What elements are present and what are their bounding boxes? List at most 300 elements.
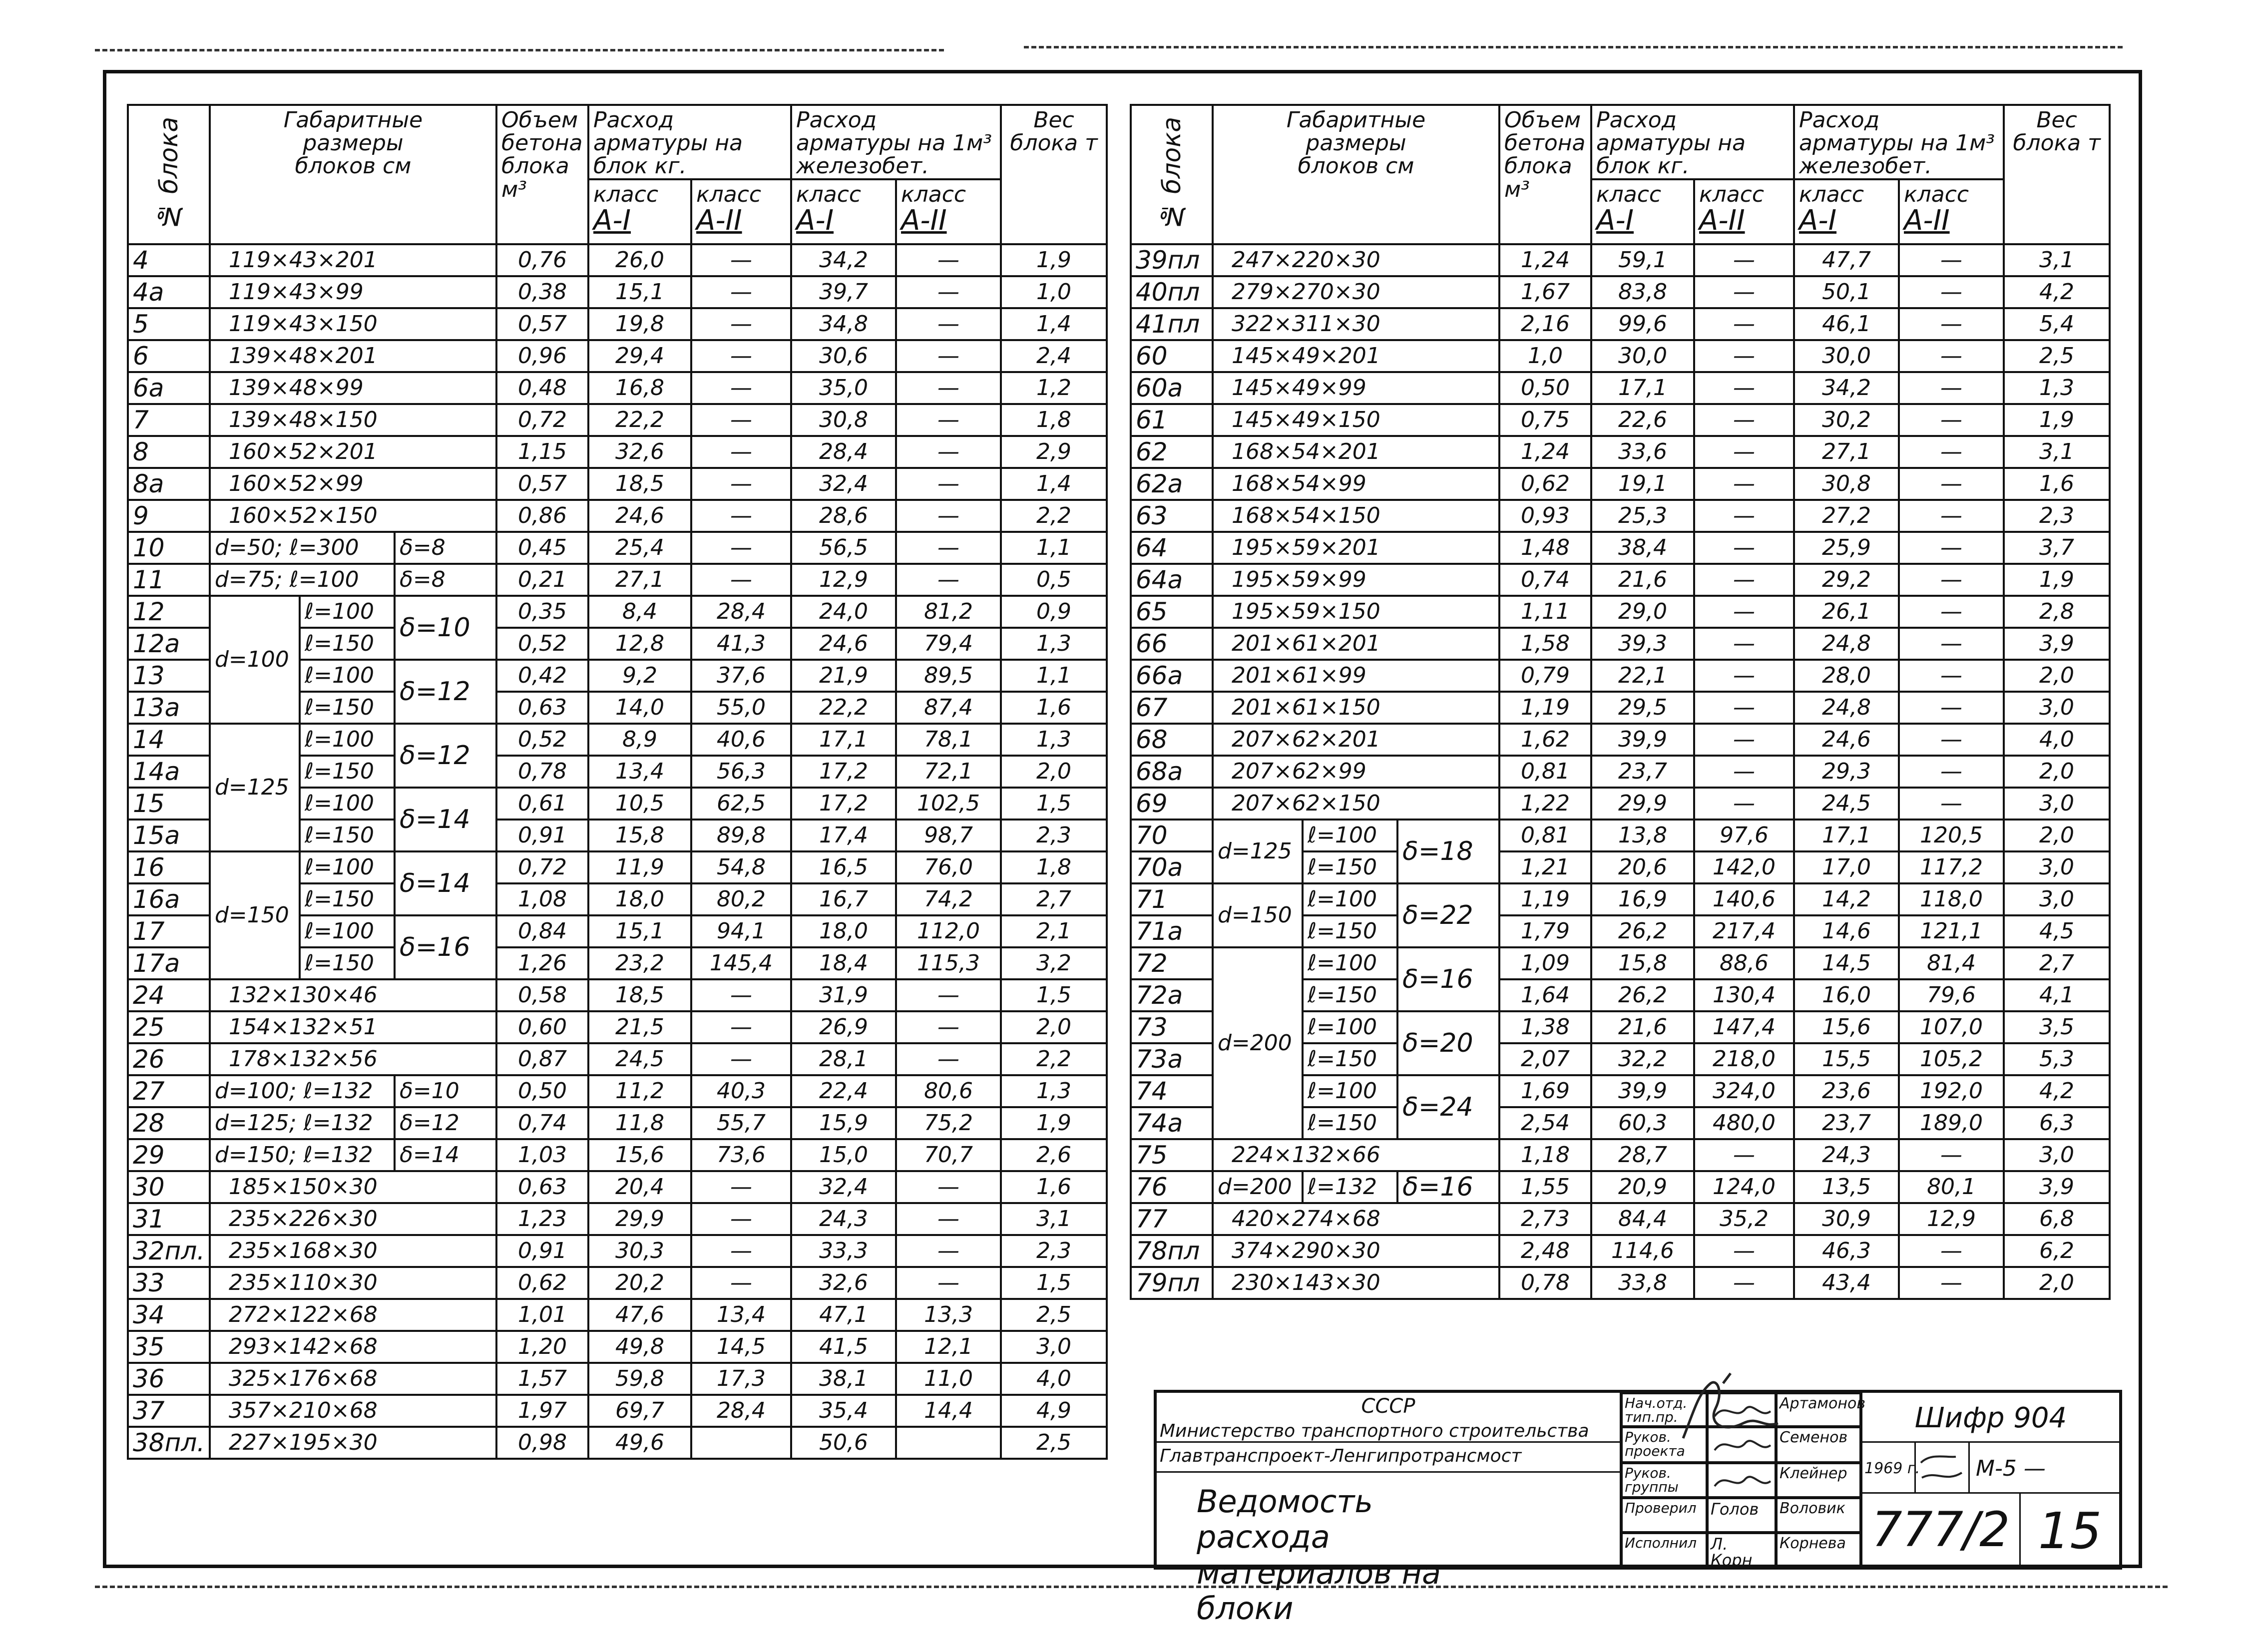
value-cell: 59,1: [1591, 244, 1694, 276]
value-cell: 94,1: [691, 915, 791, 947]
bottom-dashed-line: [95, 1586, 2168, 1588]
table-row: [1131, 820, 2110, 851]
value-cell: 24,5: [1794, 788, 1899, 820]
value-cell: —: [896, 979, 1001, 1011]
value-cell: 4,1: [2004, 979, 2110, 1011]
value-cell: 24,6: [588, 500, 691, 532]
value-cell: 1,18: [1499, 1139, 1591, 1171]
wall-thickness: δ=8: [395, 564, 496, 596]
value-cell: 34,2: [791, 244, 896, 276]
block-number: 10: [128, 532, 210, 564]
value-cell: 27,2: [1794, 500, 1899, 532]
block-dimensions: 119×43×99: [210, 276, 496, 308]
value-cell: 1,64: [1499, 979, 1591, 1011]
value-cell: 88,6: [1694, 947, 1794, 979]
table-row: [1131, 244, 2110, 276]
block-length: ℓ=100: [300, 851, 395, 883]
value-cell: —: [896, 372, 1001, 404]
value-cell: —: [1694, 500, 1794, 532]
value-cell: 56,3: [691, 756, 791, 788]
value-cell: —: [1899, 724, 2004, 756]
value-cell: 28,4: [691, 1395, 791, 1427]
value-cell: —: [691, 1171, 791, 1203]
value-cell: 1,67: [1499, 276, 1591, 308]
table-row: [128, 308, 1107, 340]
value-cell: 1,24: [1499, 244, 1591, 276]
value-cell: —: [691, 244, 791, 276]
value-cell: 30,8: [1794, 468, 1899, 500]
value-cell: 1,5: [1001, 1267, 1107, 1299]
block-number: 14а: [128, 756, 210, 788]
value-cell: —: [1694, 244, 1794, 276]
table-row: [1131, 1171, 2110, 1203]
block-number: 8: [128, 436, 210, 468]
value-cell: 28,6: [791, 500, 896, 532]
value-cell: 24,8: [1794, 628, 1899, 660]
wall-thickness: δ=10: [395, 596, 496, 660]
value-cell: 30,0: [1591, 340, 1694, 372]
table-row: [128, 851, 1107, 883]
table-row: [128, 979, 1107, 1011]
block-number: 25: [128, 1011, 210, 1043]
value-cell: 28,4: [691, 596, 791, 628]
value-cell: 3,2: [1001, 947, 1107, 979]
value-cell: 107,0: [1899, 1011, 2004, 1043]
block-number: 5: [128, 308, 210, 340]
value-cell: —: [1899, 1267, 2004, 1299]
block-number: 13а: [128, 692, 210, 724]
table-row: [1131, 532, 2110, 564]
value-cell: 24,6: [791, 628, 896, 660]
value-cell: 41,5: [791, 1331, 896, 1363]
table-row: [1131, 756, 2110, 788]
value-cell: 12,1: [896, 1331, 1001, 1363]
table-row: [1131, 1139, 2110, 1171]
value-cell: 145,4: [691, 947, 791, 979]
value-cell: 2,4: [1001, 340, 1107, 372]
block-number: 12: [128, 596, 210, 628]
value-cell: 1,1: [1001, 532, 1107, 564]
stamp-m-cell: [1970, 1443, 2119, 1494]
col-header-rashod-block: Расход арматуры на блок кг.: [1591, 105, 1794, 179]
value-cell: 23,2: [588, 947, 691, 979]
value-cell: 1,48: [1499, 532, 1591, 564]
wall-thickness: δ=8: [395, 532, 496, 564]
table-row: [128, 1075, 1107, 1107]
value-cell: 50,6: [791, 1427, 896, 1459]
stamp-year: 1969 г.: [1864, 1460, 1920, 1477]
block-number: 71а: [1131, 915, 1213, 947]
table-row: [128, 1011, 1107, 1043]
value-cell: 23,7: [1591, 756, 1694, 788]
value-cell: 26,9: [791, 1011, 896, 1043]
value-cell: 27,1: [588, 564, 691, 596]
block-number: 65: [1131, 596, 1213, 628]
col-header-gabarit: Габаритные размеры блоков см: [210, 105, 496, 244]
value-cell: 30,6: [791, 340, 896, 372]
value-cell: 6,3: [2004, 1107, 2110, 1139]
value-cell: 28,1: [791, 1043, 896, 1075]
value-cell: 1,6: [1001, 692, 1107, 724]
value-cell: —: [1899, 276, 2004, 308]
table-row: [128, 1043, 1107, 1075]
value-cell: 54,8: [691, 851, 791, 883]
value-cell: 0,79: [1499, 660, 1591, 692]
diameter-group: d=125: [1213, 820, 1303, 883]
value-cell: 3,9: [2004, 1171, 2110, 1203]
block-length: ℓ=100: [1303, 947, 1397, 979]
value-cell: 24,3: [791, 1203, 896, 1235]
value-cell: 12,8: [588, 628, 691, 660]
block-number: 33: [128, 1267, 210, 1299]
value-cell: 0,93: [1499, 500, 1591, 532]
table-row: [1131, 468, 2110, 500]
value-cell: 11,8: [588, 1107, 691, 1139]
block-number: 4а: [128, 276, 210, 308]
value-cell: —: [896, 1011, 1001, 1043]
value-cell: —: [1899, 628, 2004, 660]
block-dimensions: 201×61×99: [1213, 660, 1499, 692]
value-cell: 121,1: [1899, 915, 2004, 947]
value-cell: 11,0: [896, 1363, 1001, 1395]
value-cell: 4,0: [2004, 724, 2110, 756]
value-cell: 29,0: [1591, 596, 1694, 628]
value-cell: 1,19: [1499, 883, 1591, 915]
value-cell: 23,6: [1794, 1075, 1899, 1107]
value-cell: 13,4: [588, 756, 691, 788]
value-cell: 0,58: [496, 979, 588, 1011]
value-cell: 15,8: [588, 820, 691, 851]
col-header-volume: Объем бетона блока м³: [1499, 105, 1591, 244]
value-cell: 60,3: [1591, 1107, 1694, 1139]
block-length: ℓ=100: [1303, 820, 1397, 851]
value-cell: —: [896, 436, 1001, 468]
block-dimensions: 224×132×66: [1213, 1139, 1499, 1171]
value-cell: 29,9: [588, 1203, 691, 1235]
value-cell: 3,1: [1001, 1203, 1107, 1235]
value-cell: 1,38: [1499, 1011, 1591, 1043]
value-cell: 1,9: [2004, 404, 2110, 436]
value-cell: 70,7: [896, 1139, 1001, 1171]
value-cell: 14,4: [896, 1395, 1001, 1427]
value-cell: —: [1899, 244, 2004, 276]
block-dimensions: 230×143×30: [1213, 1267, 1499, 1299]
table-row: [1131, 1235, 2110, 1267]
table-row: [1131, 276, 2110, 308]
value-cell: 1,23: [496, 1203, 588, 1235]
value-cell: 147,4: [1694, 1011, 1794, 1043]
value-cell: 21,5: [588, 1011, 691, 1043]
value-cell: 56,5: [791, 532, 896, 564]
block-number: 64а: [1131, 564, 1213, 596]
value-cell: 22,2: [588, 404, 691, 436]
block-dimensions: 168×54×99: [1213, 468, 1499, 500]
block-number: 62а: [1131, 468, 1213, 500]
value-cell: 0,91: [496, 820, 588, 851]
value-cell: 2,0: [1001, 1011, 1107, 1043]
value-cell: 72,1: [896, 756, 1001, 788]
value-cell: —: [1694, 596, 1794, 628]
value-cell: 1,8: [1001, 404, 1107, 436]
value-cell: 20,4: [588, 1171, 691, 1203]
block-length: ℓ=150: [300, 947, 395, 979]
value-cell: [691, 1427, 791, 1459]
stamp-signature: Голов: [1707, 1498, 1776, 1533]
value-cell: 55,7: [691, 1107, 791, 1139]
value-cell: 2,7: [2004, 947, 2110, 979]
value-cell: 2,8: [2004, 596, 2110, 628]
block-number: 76: [1131, 1171, 1213, 1203]
block-number: 68а: [1131, 756, 1213, 788]
value-cell: 0,50: [496, 1075, 588, 1107]
block-length: ℓ=100: [300, 915, 395, 947]
value-cell: 0,84: [496, 915, 588, 947]
block-number: 17а: [128, 947, 210, 979]
block-number: 26: [128, 1043, 210, 1075]
value-cell: —: [896, 468, 1001, 500]
value-cell: 0,87: [496, 1043, 588, 1075]
value-cell: 2,1: [1001, 915, 1107, 947]
value-cell: —: [1694, 308, 1794, 340]
value-cell: 20,6: [1591, 851, 1694, 883]
value-cell: 17,2: [791, 756, 896, 788]
block-dimensions: d=125; ℓ=132: [210, 1107, 395, 1139]
value-cell: 2,7: [1001, 883, 1107, 915]
block-dimensions: 207×62×201: [1213, 724, 1499, 756]
value-cell: 23,7: [1794, 1107, 1899, 1139]
value-cell: 32,2: [1591, 1043, 1694, 1075]
value-cell: 20,9: [1591, 1171, 1694, 1203]
block-number: 16а: [128, 883, 210, 915]
block-dimensions: 227×195×30: [210, 1427, 496, 1459]
value-cell: 22,4: [791, 1075, 896, 1107]
value-cell: 1,9: [2004, 564, 2110, 596]
table-row: [128, 372, 1107, 404]
value-cell: 1,58: [1499, 628, 1591, 660]
value-cell: —: [896, 1235, 1001, 1267]
value-cell: 29,2: [1794, 564, 1899, 596]
col-header-ves: Вес блока т: [1001, 105, 1107, 244]
value-cell: 30,8: [791, 404, 896, 436]
value-cell: 80,1: [1899, 1171, 2004, 1203]
block-number: 62: [1131, 436, 1213, 468]
value-cell: 115,3: [896, 947, 1001, 979]
table-row: [128, 1395, 1107, 1427]
value-cell: 1,5: [1001, 788, 1107, 820]
value-cell: 0,52: [496, 628, 588, 660]
value-cell: 39,9: [1591, 724, 1694, 756]
stamp-org-institute: Главтранспроект-Ленгипротрансмост: [1160, 1446, 1522, 1466]
block-length: ℓ=132: [1303, 1171, 1397, 1203]
value-cell: 2,3: [1001, 1235, 1107, 1267]
block-dimensions: 119×43×150: [210, 308, 496, 340]
block-number: 77: [1131, 1203, 1213, 1235]
table-row: [128, 1171, 1107, 1203]
value-cell: 1,3: [1001, 1075, 1107, 1107]
block-length: ℓ=100: [1303, 1011, 1397, 1043]
value-cell: 27,1: [1794, 436, 1899, 468]
block-length: ℓ=150: [300, 820, 395, 851]
value-cell: 217,4: [1694, 915, 1794, 947]
value-cell: 33,3: [791, 1235, 896, 1267]
block-dimensions: 235×168×30: [210, 1235, 496, 1267]
value-cell: 0,81: [1499, 820, 1591, 851]
value-cell: 2,16: [1499, 308, 1591, 340]
value-cell: 47,7: [1794, 244, 1899, 276]
value-cell: 4,2: [2004, 276, 2110, 308]
value-cell: 87,4: [896, 692, 1001, 724]
value-cell: 49,6: [588, 1427, 691, 1459]
value-cell: 13,3: [896, 1299, 1001, 1331]
value-cell: 16,8: [588, 372, 691, 404]
value-cell: 2,54: [1499, 1107, 1591, 1139]
block-dimensions: 168×54×150: [1213, 500, 1499, 532]
block-dimensions: 235×110×30: [210, 1267, 496, 1299]
stamp-role: Нач.отд. тип.пр.: [1621, 1393, 1707, 1427]
block-number: 32пл.: [128, 1235, 210, 1267]
value-cell: 25,4: [588, 532, 691, 564]
wall-thickness: δ=16: [395, 915, 496, 979]
stamp-role: Руков. группы: [1621, 1463, 1707, 1498]
value-cell: 0,48: [496, 372, 588, 404]
value-cell: 2,2: [1001, 1043, 1107, 1075]
stamp-m-code: М-5 —: [1976, 1456, 2046, 1481]
value-cell: 218,0: [1694, 1043, 1794, 1075]
value-cell: 0,5: [1001, 564, 1107, 596]
value-cell: —: [1899, 500, 2004, 532]
value-cell: 480,0: [1694, 1107, 1794, 1139]
value-cell: —: [1694, 1267, 1794, 1299]
value-cell: —: [896, 1171, 1001, 1203]
value-cell: 2,0: [2004, 820, 2110, 851]
value-cell: —: [1899, 1139, 2004, 1171]
value-cell: 30,9: [1794, 1203, 1899, 1235]
value-cell: —: [691, 500, 791, 532]
value-cell: 1,22: [1499, 788, 1591, 820]
block-length: ℓ=100: [1303, 1075, 1397, 1107]
value-cell: 29,3: [1794, 756, 1899, 788]
value-cell: —: [1694, 532, 1794, 564]
value-cell: 2,0: [2004, 660, 2110, 692]
value-cell: —: [896, 244, 1001, 276]
value-cell: 2,3: [1001, 820, 1107, 851]
value-cell: 1,4: [1001, 308, 1107, 340]
value-cell: 1,6: [2004, 468, 2110, 500]
stamp-shifr-cell: [1861, 1393, 2119, 1443]
value-cell: 81,2: [896, 596, 1001, 628]
value-cell: —: [1694, 276, 1794, 308]
value-cell: 1,21: [1499, 851, 1591, 883]
value-cell: 189,0: [1899, 1107, 2004, 1139]
block-dimensions: 374×290×30: [1213, 1235, 1499, 1267]
value-cell: 117,2: [1899, 851, 2004, 883]
value-cell: 12,9: [791, 564, 896, 596]
value-cell: 15,1: [588, 915, 691, 947]
block-dimensions: 145×49×150: [1213, 404, 1499, 436]
value-cell: 81,4: [1899, 947, 2004, 979]
value-cell: 0,62: [1499, 468, 1591, 500]
value-cell: 30,2: [1794, 404, 1899, 436]
block-length: ℓ=150: [300, 883, 395, 915]
value-cell: 3,0: [1001, 1331, 1107, 1363]
block-dimensions: 178×132×56: [210, 1043, 496, 1075]
table-row: [1131, 308, 2110, 340]
value-cell: 1,19: [1499, 692, 1591, 724]
value-cell: 3,0: [2004, 1139, 2110, 1171]
value-cell: —: [691, 979, 791, 1011]
value-cell: 79,4: [896, 628, 1001, 660]
value-cell: 84,4: [1591, 1203, 1694, 1235]
value-cell: —: [1899, 564, 2004, 596]
value-cell: 3,7: [2004, 532, 2110, 564]
value-cell: 46,3: [1794, 1235, 1899, 1267]
stamp-sign-small: [1916, 1443, 1966, 1491]
block-number: 12а: [128, 628, 210, 660]
value-cell: 28,0: [1794, 660, 1899, 692]
value-cell: 74,2: [896, 883, 1001, 915]
value-cell: 17,0: [1794, 851, 1899, 883]
block-number: 15а: [128, 820, 210, 851]
wall-thickness: δ=18: [1397, 820, 1499, 883]
value-cell: 1,15: [496, 436, 588, 468]
value-cell: —: [1899, 692, 2004, 724]
value-cell: —: [1694, 692, 1794, 724]
table-row: [128, 500, 1107, 532]
value-cell: 16,7: [791, 883, 896, 915]
block-dimensions: 322×311×30: [1213, 308, 1499, 340]
block-dimensions: 207×62×99: [1213, 756, 1499, 788]
table-row: [128, 1203, 1107, 1235]
value-cell: 29,5: [1591, 692, 1694, 724]
value-cell: —: [1899, 372, 2004, 404]
table-row: [128, 1363, 1107, 1395]
block-dimensions: 247×220×30: [1213, 244, 1499, 276]
block-number: 71: [1131, 883, 1213, 915]
value-cell: 33,6: [1591, 436, 1694, 468]
value-cell: —: [1899, 308, 2004, 340]
value-cell: 1,03: [496, 1139, 588, 1171]
block-number: 6: [128, 340, 210, 372]
value-cell: 0,78: [1499, 1267, 1591, 1299]
block-dimensions: 279×270×30: [1213, 276, 1499, 308]
value-cell: 2,07: [1499, 1043, 1591, 1075]
block-dimensions: 132×130×46: [210, 979, 496, 1011]
value-cell: 99,6: [1591, 308, 1694, 340]
value-cell: 3,9: [2004, 628, 2110, 660]
stamp-signature: Л. Корн: [1707, 1533, 1776, 1567]
value-cell: 1,09: [1499, 947, 1591, 979]
block-length: ℓ=150: [300, 692, 395, 724]
table-row: [128, 1427, 1107, 1459]
value-cell: 76,0: [896, 851, 1001, 883]
value-cell: 18,0: [791, 915, 896, 947]
table-row: [1131, 372, 2110, 404]
col-header-klass-a1: класс А-I: [588, 179, 691, 244]
value-cell: 0,62: [496, 1267, 588, 1299]
value-cell: 1,0: [1499, 340, 1591, 372]
value-cell: —: [896, 404, 1001, 436]
block-number: 66: [1131, 628, 1213, 660]
value-cell: 2,0: [2004, 1267, 2110, 1299]
value-cell: 0,45: [496, 532, 588, 564]
value-cell: —: [691, 1011, 791, 1043]
col-header-ves: Вес блока т: [2004, 105, 2110, 244]
block-dimensions: 420×274×68: [1213, 1203, 1499, 1235]
value-cell: 50,1: [1794, 276, 1899, 308]
value-cell: 1,4: [1001, 468, 1107, 500]
col-header-rashod-block: Расход арматуры на блок кг.: [588, 105, 791, 179]
value-cell: [896, 1427, 1001, 1459]
